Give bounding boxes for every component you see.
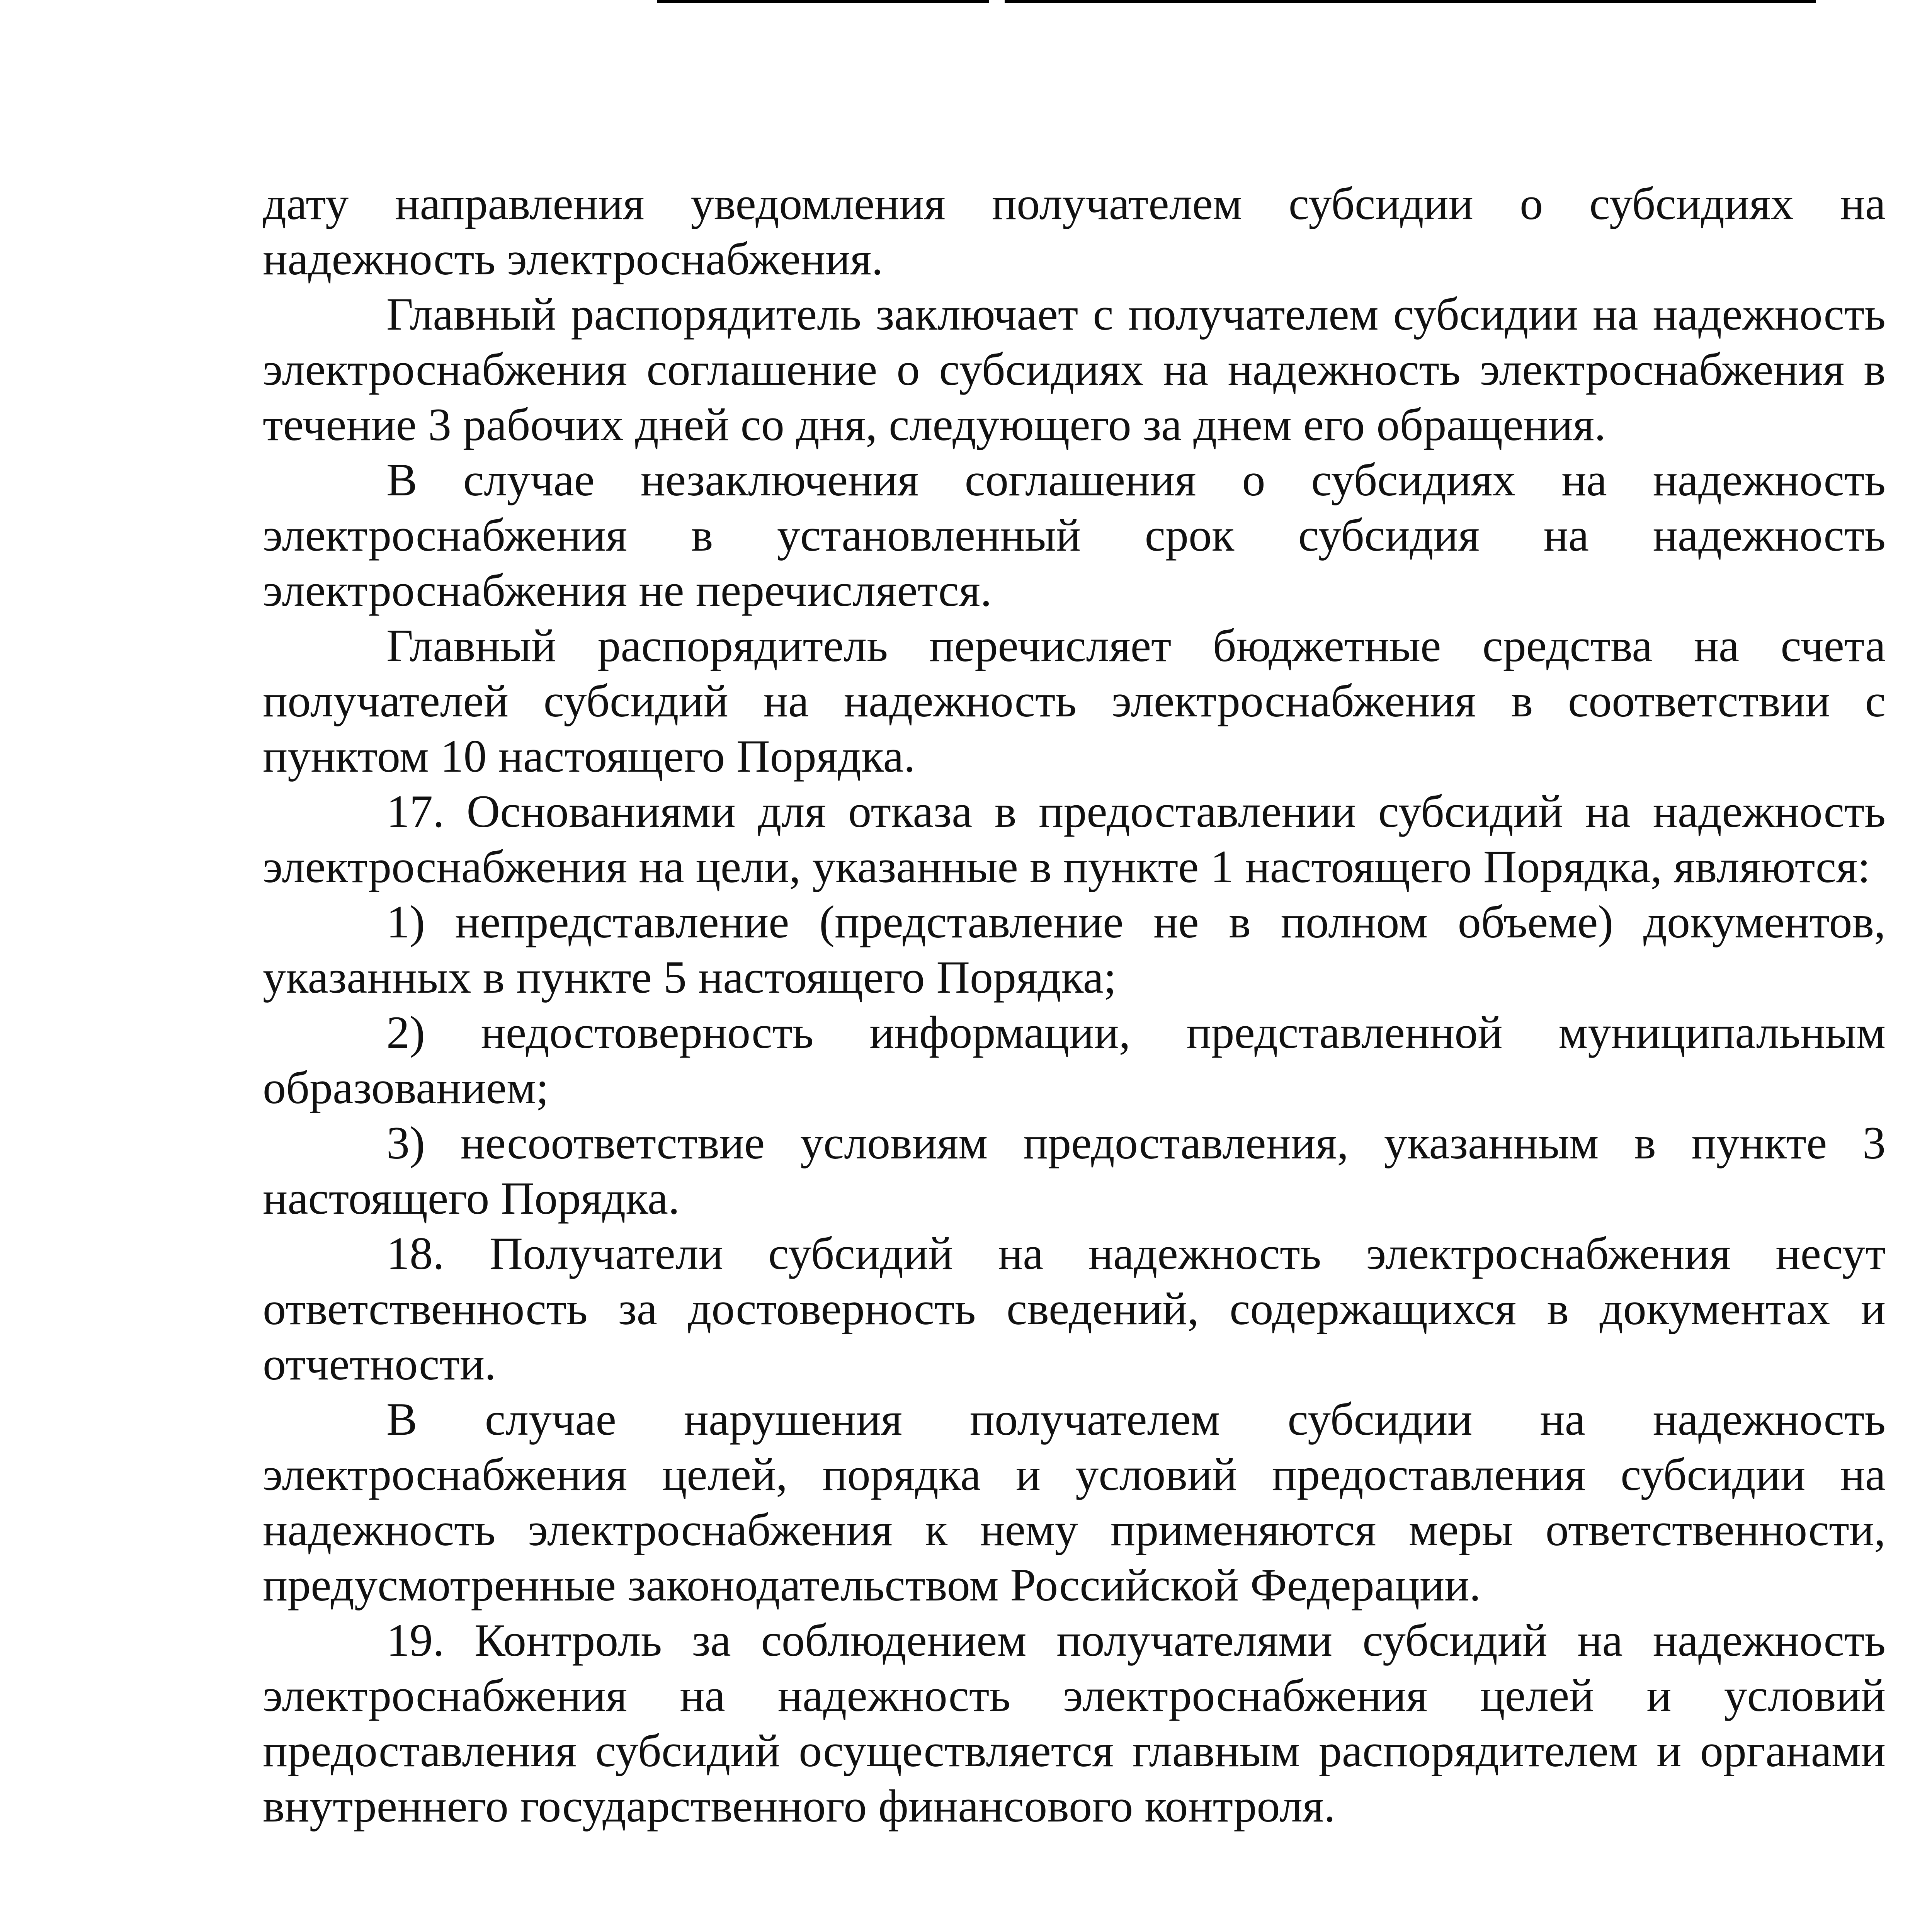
paragraph-17-3: 3) несоответствие условиям предоставления, указанным в пункте 3 настоящего Порядка. (263, 1117, 1886, 1224)
document-body (263, 176, 1886, 1833)
scan-artifact-top-right (1005, 0, 1816, 3)
paragraph-violation: В случае нарушения получателем субсидии на надежность электроснабжения целей, порядка и условий предоставления субсидии на надежность электроснабжения к нему применяются меры ответственности, предусмотренные законодательством Российской Федерации. (263, 1393, 1886, 1611)
paragraph-17-1: 1) непредставление (представление не в полном объеме) документов, указанных в пункте 5 настоящего Порядка; (263, 896, 1886, 1003)
paragraph-continuation: дату направления уведомления получателем субсидии о субсидиях на надежность электроснабжения. (263, 178, 1886, 284)
paragraph-item-19: 19. Контроль за соблюдением получателями субсидий на надежность электроснабжения на надежность электроснабжения целей и условий предоставления субсидий осуществляется главным распорядителем и органами внутреннего государственного финансового контроля. (263, 1614, 1886, 1832)
paragraph-item-18: 18. Получатели субсидий на надежность электроснабжения несут ответственность за достоверность сведений, содержащихся в документах и отчетности. (263, 1228, 1886, 1389)
paragraph-item-17: 17. Основаниями для отказа в предоставлении субсидий на надежность электроснабжения на цели, указанные в пункте 1 настоящего Порядка, являются: (263, 786, 1886, 892)
paragraph-17-2: 2) недостоверность информации, представленной муниципальным образованием; (263, 1007, 1886, 1113)
paragraph-no-agreement: В случае незаключения соглашения о субсидиях на надежность электроснабжения в установленный срок субсидия на надежность электроснабжения не перечисляется. (263, 454, 1886, 616)
scan-artifact-top-left (657, 0, 989, 3)
paragraph-agreement: Главный распорядитель заключает с получателем субсидии на надежность электроснабжения соглашение о субсидиях на надежность электроснабжения в течение 3 рабочих дней со дня, следующего за днем его обращения. (263, 288, 1886, 450)
paragraph-transfer: Главный распорядитель перечисляет бюджетные средства на счета получателей субсидий на надежность электроснабжения в соответствии с пунктом 10 настоящего Порядка. (263, 620, 1886, 782)
